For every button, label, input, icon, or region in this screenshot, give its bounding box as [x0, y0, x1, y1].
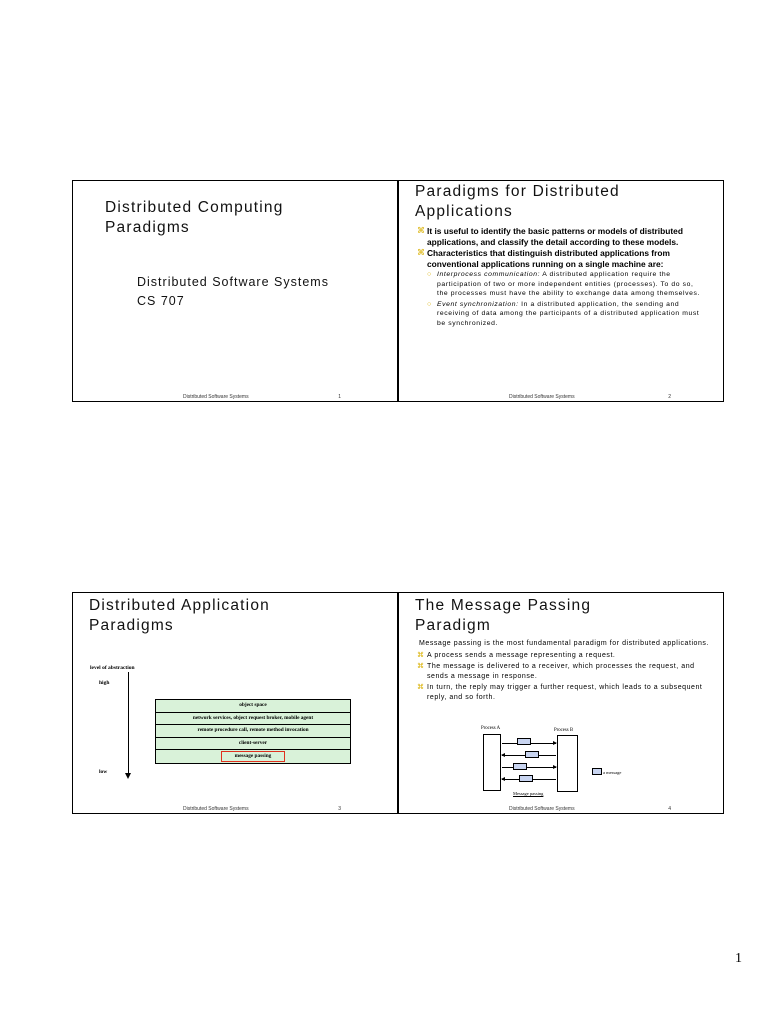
abstraction-axis-label: level of abstraction [90, 665, 135, 671]
process-a-box [483, 734, 501, 791]
message-block [519, 775, 533, 782]
bullet-text: Characteristics that distinguish distributed applications from conventional applications running on a single machine are: [427, 248, 670, 269]
slide-2 [398, 180, 724, 402]
footer-text: Distributed Software Systems [183, 806, 249, 812]
subtitle-line: Distributed Software Systems [137, 275, 329, 289]
title-line: Paradigms [89, 617, 174, 634]
bullet-text: It is useful to identify the basic patterns or models of distributed applications, and classify the detail according to these models. [427, 226, 683, 247]
page-number: 1 [735, 951, 742, 966]
bullet-item [417, 683, 709, 702]
paradigm-layer: network services, object request broker, mobile agent [156, 713, 350, 726]
message-block [525, 751, 539, 758]
message-block [517, 738, 531, 745]
intro-text: Message passing is the most fundamental paradigm for distributed applications. [419, 640, 709, 647]
bullet-item [417, 226, 707, 247]
slide-body [417, 226, 707, 328]
slide-number: 2 [668, 394, 671, 400]
title-line: Paradigms for Distributed [415, 183, 620, 200]
arrow-down-icon [125, 773, 131, 779]
sub-bullet-text: In a distributed application, the sending and receiving of data among the participants of a distributed application must be synchronized. [437, 300, 700, 327]
sub-bullet-term: Interprocess communication: [437, 271, 541, 278]
bullet-text: In turn, the reply may trigger a further request, which leads to a subsequent reply, and so forth. [427, 684, 703, 701]
paradigm-layer: object space [156, 700, 350, 713]
sub-bullet-item [417, 300, 707, 329]
process-b-box [557, 735, 578, 792]
process-a-label: Process A [481, 726, 501, 731]
title-line: The Message Passing [415, 597, 592, 614]
title-line: Distributed Computing [105, 199, 284, 216]
footer-text: Distributed Software Systems [509, 806, 575, 812]
sub-bullet-text: A distributed application require the participation of two or more independent entities (processes). To do so, the processes must have the ability to exchange data among themselves. [437, 271, 701, 297]
title-line: Applications [415, 203, 513, 220]
footer-text: Distributed Software Systems [509, 394, 575, 400]
sub-bullet-item [417, 270, 707, 299]
slide-number: 1 [338, 394, 341, 400]
slide-subtitle [137, 273, 329, 311]
slide-1 [72, 180, 398, 402]
slide-title [89, 596, 270, 636]
sub-bullet-term: Event synchronization: [437, 300, 519, 308]
circle-bullet-icon: ○ [427, 271, 432, 278]
slide-number: 3 [338, 806, 341, 812]
process-b-label: Process B [554, 728, 574, 733]
bullet-item [417, 651, 709, 661]
abstraction-arrow-line [128, 672, 129, 774]
title-line: Paradigms [105, 219, 190, 236]
circle-bullet-icon: ○ [427, 300, 432, 308]
paradigm-layer: client-server [156, 738, 350, 751]
diagram-caption: Message passing [513, 791, 544, 796]
paradigm-stack [155, 699, 351, 764]
low-label: low [99, 769, 108, 775]
slide-4 [398, 592, 724, 814]
bullet-item [417, 662, 709, 681]
highlighted-layer-label: message passing [221, 751, 285, 763]
square-bullet-icon: ⌘ [417, 663, 425, 670]
paradigm-layer: remote procedure call, remote method invocation [156, 725, 350, 738]
slide-title [415, 182, 620, 222]
bullet-item [417, 248, 707, 269]
subtitle-line: CS 707 [137, 294, 185, 308]
slide-3 [72, 592, 398, 814]
message-legend-label: a message [603, 770, 622, 775]
slide-title [105, 198, 284, 238]
title-line: Paradigm [415, 617, 491, 634]
square-bullet-icon: ⌘ [417, 684, 425, 691]
arrow-right-icon [502, 767, 556, 768]
title-line: Distributed Application [89, 597, 270, 614]
square-bullet-icon: ⌘ [417, 226, 425, 235]
message-legend-swatch [592, 768, 602, 775]
square-bullet-icon: ⌘ [417, 248, 425, 257]
slide-number: 4 [668, 806, 671, 812]
slide-title [415, 596, 591, 636]
square-bullet-icon: ⌘ [417, 651, 425, 659]
footer-text: Distributed Software Systems [183, 394, 249, 400]
message-block [513, 763, 527, 770]
high-label: high [99, 680, 110, 686]
paradigm-layer-highlighted [156, 750, 350, 763]
bullet-text: A process sends a message representing a request. [427, 651, 616, 659]
slide-body [417, 639, 709, 704]
bullet-text: The message is delivered to a receiver, which processes the request, and sends a message in response. [427, 663, 695, 680]
